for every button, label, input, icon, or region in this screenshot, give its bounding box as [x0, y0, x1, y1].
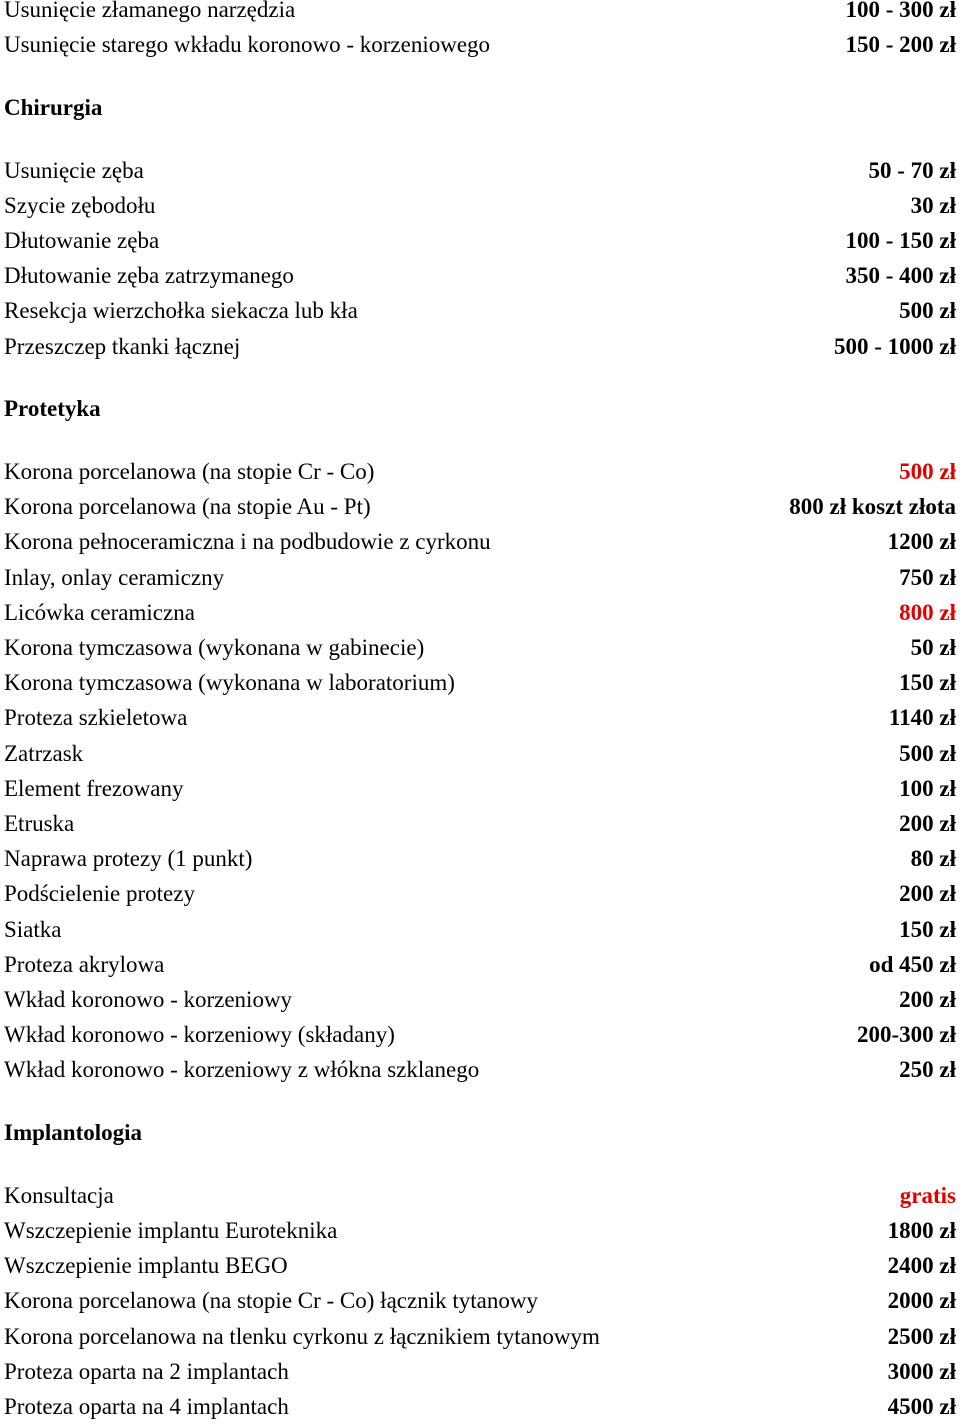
- service-label: Dłutowanie zęba: [4, 228, 160, 253]
- section-heading-protetyka: Protetyka: [4, 396, 101, 422]
- service-label: Dłutowanie zęba zatrzymanego: [4, 263, 294, 289]
- service-price: 2400 zł: [887, 1253, 956, 1279]
- service-price: 200 zł: [899, 987, 956, 1012]
- service-label: Konsultacja: [4, 1182, 114, 1208]
- service-price: 1200 zł: [887, 529, 956, 555]
- price-row: [0, 560, 960, 595]
- service-price: 500 - 1000 zł: [833, 333, 956, 359]
- price-row: [0, 524, 960, 559]
- service-price: 150 zł: [899, 670, 956, 696]
- service-label: Zatrzask: [4, 740, 84, 766]
- service-label: Proteza oparta na 4 implantach: [4, 1394, 289, 1419]
- service-label: Wkład koronowo - korzeniowy (składany): [4, 1022, 395, 1048]
- price-row: [0, 700, 960, 735]
- service-price: 100 zł: [899, 775, 956, 801]
- service-price: 2500 zł: [887, 1323, 956, 1349]
- price-row: [0, 454, 960, 489]
- price-row: [0, 329, 960, 364]
- price-row: [0, 876, 960, 911]
- service-price: gratis: [899, 1182, 956, 1208]
- price-row: [0, 293, 960, 328]
- service-label: Szycie zębodołu: [4, 192, 156, 218]
- price-row: [0, 1178, 960, 1213]
- price-row: [0, 982, 960, 1017]
- service-price: 3000 zł: [887, 1358, 956, 1384]
- service-price: 500 zł: [899, 298, 956, 324]
- price-row: [0, 1319, 960, 1354]
- price-row: [0, 771, 960, 806]
- service-label: Korona tymczasowa (wykonana w gabinecie): [4, 635, 425, 660]
- price-row: [0, 188, 960, 223]
- price-row: [0, 258, 960, 293]
- service-label: Usunięcie starego wkładu koronowo - korzeniowego: [4, 32, 491, 58]
- service-price: 1800 zł: [887, 1218, 956, 1243]
- service-price: 150 zł: [899, 916, 956, 942]
- service-label: Proteza oparta na 2 implantach: [4, 1358, 289, 1384]
- price-row: [0, 595, 960, 630]
- service-label: Usunięcie zęba: [4, 157, 144, 183]
- service-price: 500 zł: [899, 459, 956, 484]
- service-price: od 450 zł: [869, 951, 956, 977]
- service-price: 150 - 200 zł: [845, 32, 956, 58]
- service-label: Korona pełnoceramiczna i na podbudowie z cyrkonu: [4, 529, 491, 555]
- price-row: [0, 912, 960, 947]
- section-heading-chirurgia: Chirurgia: [4, 94, 103, 120]
- service-price: 2000 zł: [887, 1288, 956, 1314]
- service-label: Przeszczep tkanki łącznej: [4, 333, 241, 359]
- price-row: [0, 736, 960, 771]
- service-label: Proteza szkieletowa: [4, 705, 188, 731]
- price-row: [0, 1354, 960, 1389]
- service-label: Korona porcelanowa na tlenku cyrkonu z łącznikiem tytanowym: [4, 1323, 600, 1349]
- section-heading-implantologia: Implantologia: [4, 1120, 143, 1146]
- price-row: [0, 1283, 960, 1318]
- service-price: 100 - 150 zł: [845, 228, 956, 253]
- service-price: 800 zł koszt złota: [789, 494, 956, 520]
- service-label: Resekcja wierzchołka siekacza lub kła: [4, 298, 358, 324]
- service-label: Korona porcelanowa (na stopie Cr - Co) łącznik tytanowy: [4, 1288, 538, 1314]
- price-row: [0, 1248, 960, 1283]
- service-label: Wkład koronowo - korzeniowy: [4, 987, 293, 1012]
- service-price: 350 - 400 zł: [845, 263, 956, 289]
- service-price: 800 zł: [899, 599, 956, 625]
- price-row: [0, 1017, 960, 1052]
- price-row: [0, 489, 960, 524]
- price-row: [0, 841, 960, 876]
- service-price: 500 zł: [899, 740, 956, 766]
- service-label: Podścielenie protezy: [4, 881, 195, 907]
- price-row: [0, 1052, 960, 1087]
- service-label: Naprawa protezy (1 punkt): [4, 846, 253, 872]
- service-label: Wszczepienie implantu Euroteknika: [4, 1218, 338, 1243]
- price-row: [0, 1213, 960, 1248]
- service-price: 200-300 zł: [856, 1022, 956, 1048]
- service-price: 4500 zł: [887, 1394, 956, 1419]
- price-row: [0, 947, 960, 982]
- service-label: Element frezowany: [4, 775, 184, 801]
- service-price: 200 zł: [899, 811, 956, 836]
- price-row: [0, 665, 960, 700]
- service-label: Wszczepienie implantu BEGO: [4, 1253, 288, 1279]
- service-price: 30 zł: [910, 192, 956, 218]
- service-label: Korona porcelanowa (na stopie Cr - Co): [4, 459, 375, 484]
- price-row: [0, 630, 960, 665]
- service-label: Usunięcie złamanego narzędzia: [4, 0, 296, 22]
- price-row: [0, 806, 960, 841]
- service-label: Siatka: [4, 916, 62, 942]
- service-label: Inlay, onlay ceramiczny: [4, 564, 225, 590]
- service-price: 250 zł: [899, 1057, 956, 1083]
- service-label: Korona porcelanowa (na stopie Au - Pt): [4, 494, 371, 520]
- service-label: Etruska: [4, 811, 75, 836]
- price-row: [0, 1389, 960, 1424]
- service-label: Proteza akrylowa: [4, 951, 165, 977]
- service-label: Licówka ceramiczna: [4, 599, 195, 625]
- price-row: [0, 153, 960, 188]
- service-price: 750 zł: [899, 564, 956, 590]
- price-row: [0, 27, 960, 62]
- service-price: 50 - 70 zł: [868, 157, 956, 183]
- service-price: 100 - 300 zł: [845, 0, 956, 22]
- service-label: Korona tymczasowa (wykonana w laboratorium): [4, 670, 455, 696]
- service-price: 1140 zł: [888, 705, 956, 731]
- service-label: Wkład koronowo - korzeniowy z włókna szklanego: [4, 1057, 480, 1083]
- service-price: 50 zł: [910, 635, 956, 660]
- price-row: [0, 0, 960, 27]
- service-price: 200 zł: [899, 881, 956, 907]
- service-price: 80 zł: [910, 846, 956, 872]
- price-row: [0, 223, 960, 258]
